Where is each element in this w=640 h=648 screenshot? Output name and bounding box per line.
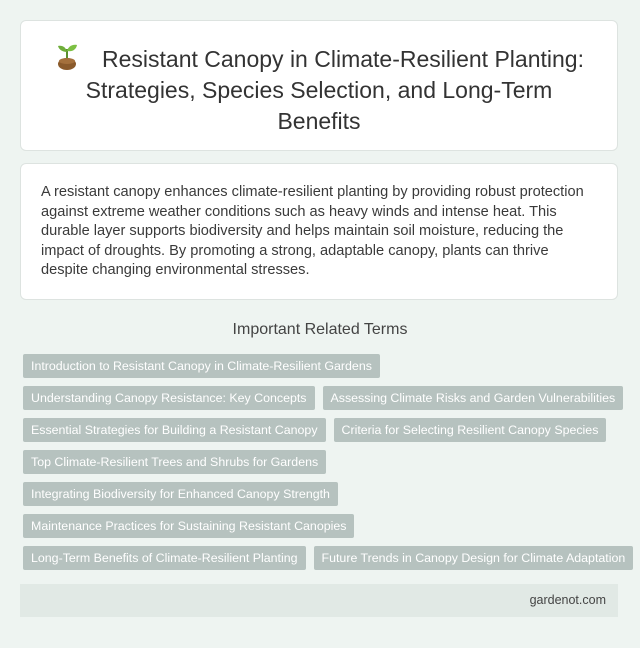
page-title-text: Resistant Canopy in Climate-Resilient Planting: Strategies, Species Selection, and Long-Term Benefits [85, 46, 584, 134]
footer-site-link[interactable]: gardenot.com [529, 593, 606, 607]
title-card [20, 20, 618, 151]
page-title [45, 43, 593, 137]
tag-row [23, 482, 338, 506]
tag-row [23, 450, 326, 474]
related-term-tag[interactable]: Top Climate-Resilient Trees and Shrubs for Gardens [23, 450, 326, 474]
related-term-tag[interactable]: Understanding Canopy Resistance: Key Concepts [23, 386, 315, 410]
related-term-tag[interactable]: Future Trends in Canopy Design for Climate Adaptation [314, 546, 634, 570]
related-terms-heading: Important Related Terms [232, 321, 408, 338]
related-term-tag[interactable]: Integrating Biodiversity for Enhanced Canopy Strength [23, 482, 338, 506]
footer [20, 584, 618, 617]
description-card [20, 163, 618, 300]
related-term-tag[interactable]: Long-Term Benefits of Climate-Resilient Planting [23, 546, 306, 570]
tag-row [23, 418, 606, 442]
sprout-icon [54, 43, 80, 71]
description-text: A resistant canopy enhances climate-resilient planting by providing robust protection against extreme weather conditions such as heavy winds and intense heat. This durable layer supports biodiversity and helps maintain soil moisture, reducing the impact of droughts. By promoting a strong, adaptable canopy, plants can thrive despite changing environmental stresses. [41, 184, 584, 278]
related-term-tag[interactable]: Criteria for Selecting Resilient Canopy Species [334, 418, 607, 442]
related-term-tag[interactable]: Introduction to Resistant Canopy in Climate-Resilient Gardens [23, 354, 380, 378]
tag-row [23, 354, 380, 378]
tag-row [23, 386, 623, 410]
tag-row [23, 546, 633, 570]
related-term-tag[interactable]: Maintenance Practices for Sustaining Resistant Canopies [23, 514, 354, 538]
related-term-tag[interactable]: Essential Strategies for Building a Resistant Canopy [23, 418, 326, 442]
related-term-tag[interactable]: Assessing Climate Risks and Garden Vulnerabilities [323, 386, 624, 410]
tag-row [23, 514, 354, 538]
